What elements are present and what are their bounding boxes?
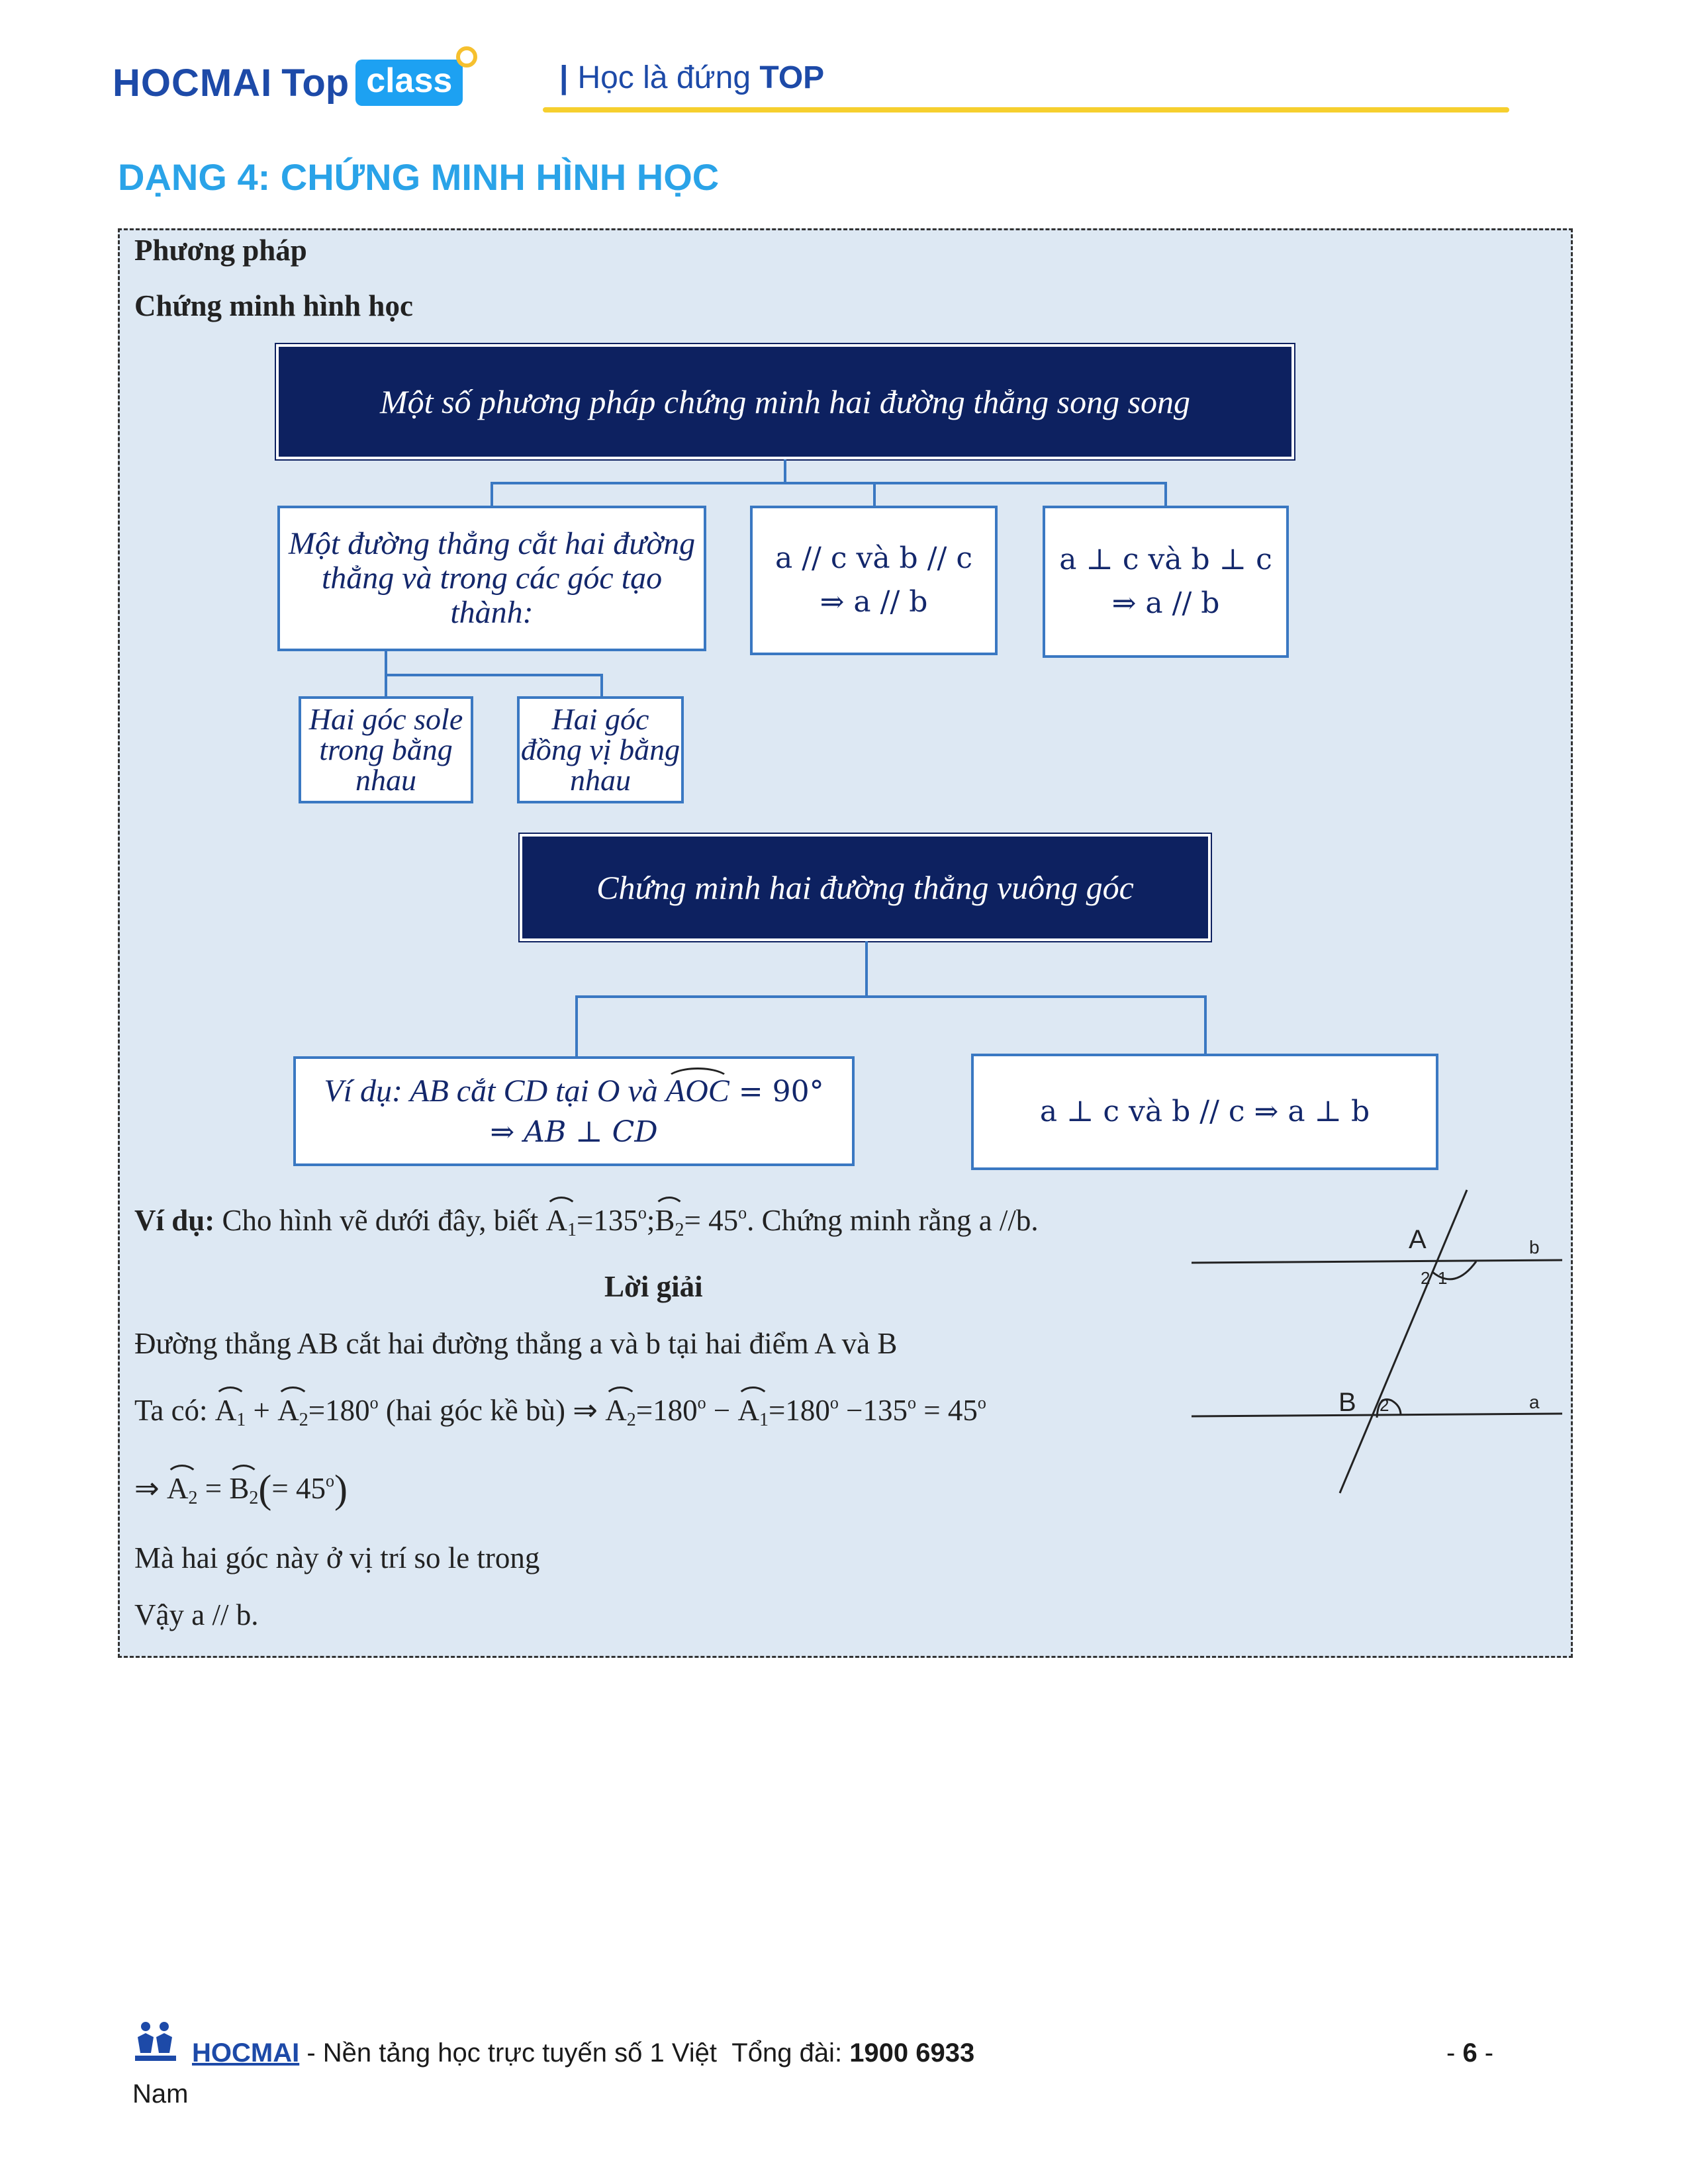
- corresponding-angles-box: Hai góc đồng vị bằng nhau: [517, 696, 684, 803]
- solution-line-1: Đường thẳng AB cắt hai đường thẳng a và b tại hai điểm A và B: [134, 1327, 898, 1360]
- logo-top: Top: [281, 61, 350, 105]
- line-b: [1192, 1260, 1562, 1263]
- perp-example-line1: Ví dụ: AB cắt CD tại O và AOC = 90°: [324, 1073, 824, 1109]
- branch3-line1: a ⊥ c và b ⊥ c: [1059, 543, 1272, 577]
- logo-class-text: class: [366, 62, 453, 100]
- branch2-line2: ⇒ a // b: [820, 585, 928, 619]
- parallel-branch-common-parallel: [750, 506, 998, 655]
- connector: [1204, 995, 1207, 1056]
- solution-line-5: Vậy a // b.: [134, 1598, 259, 1631]
- solution-line-2: Ta có: $A_1 + A_2=180^o$ (hai góc kề bù) ⇒ $A_2=180^o - A_1=180^o -135^o = 45^o$: [134, 1393, 986, 1430]
- method-subheading: Chứng minh hình học: [134, 289, 413, 322]
- footer-line-cont: Nam: [132, 2079, 189, 2109]
- connector: [575, 995, 578, 1056]
- logo-brand: HOCMAI: [113, 61, 273, 105]
- parallel-branch-common-perpendicular: [1043, 506, 1289, 658]
- header-rule: [543, 107, 1509, 113]
- transversal-ab: [1340, 1190, 1467, 1493]
- angle-aoc: AOC: [665, 1073, 729, 1109]
- sun-icon: [456, 46, 477, 68]
- angle-b2: $B_2$: [655, 1204, 684, 1240]
- angle-a1: $A_1$: [545, 1204, 577, 1240]
- connector: [600, 674, 603, 698]
- section-title: DẠNG 4: CHỨNG MINH HÌNH HỌC: [118, 156, 720, 198]
- header-tagline: | Học là đứng TOP: [559, 60, 825, 95]
- branch3-line2: ⇒ a // b: [1111, 586, 1220, 620]
- perp-example-line2: ⇒ AB ⊥ CD: [490, 1115, 658, 1150]
- hocmai-footer-icon: [132, 2019, 179, 2065]
- connector: [873, 482, 876, 506]
- connector: [1164, 482, 1167, 506]
- footer-hotline: 1900 6933: [849, 2038, 975, 2068]
- tagline-prefix: Học là đứng: [577, 60, 751, 95]
- connector: [385, 651, 387, 675]
- hocmai-topclass-logo: [113, 56, 463, 109]
- label-angle-a2: 2: [1421, 1268, 1430, 1288]
- alternate-interior-angles-box: Hai góc sole trong bằng nhau: [299, 696, 473, 803]
- label-line-a: a: [1529, 1392, 1540, 1412]
- connector: [784, 459, 786, 482]
- perpendicular-example-box: [293, 1056, 855, 1166]
- page-number: - 6 -: [1446, 2038, 1494, 2068]
- example-statement: Ví dụ: Cho hình vẽ dưới đây, biết $A_1=135^o;B_2= 45^o$. Chứng minh rằng a //b.: [134, 1203, 1039, 1240]
- connector: [491, 482, 1166, 484]
- connector: [385, 674, 603, 676]
- perpendicular-rule-box: a ⊥ c và b // c ⇒ a ⊥ b: [971, 1054, 1438, 1170]
- perpendicular-diagram-title: Chứng minh hai đường thẳng vuông góc: [520, 834, 1211, 941]
- solution-line-3: ⇒ $A_2 = B_2(= 45^o)$: [134, 1467, 348, 1511]
- label-point-b: B: [1338, 1388, 1356, 1417]
- example-label: Ví dụ:: [134, 1204, 215, 1237]
- connector: [865, 941, 868, 997]
- connector: [385, 674, 387, 698]
- solution-line-4: Mà hai góc này ở vị trí so le trong: [134, 1541, 540, 1574]
- label-point-a: A: [1409, 1225, 1427, 1254]
- connector: [491, 482, 493, 506]
- method-heading: Phương pháp: [134, 234, 307, 267]
- footer-brand-link[interactable]: HOCMAI: [192, 2038, 300, 2068]
- geometry-figure: [1192, 1185, 1575, 1502]
- tagline-highlight: TOP: [759, 60, 825, 95]
- label-line-b: b: [1529, 1237, 1540, 1257]
- parallel-branch-transversal: Một đường thẳng cắt hai đường thẳng và trong các góc tạo thành:: [277, 506, 706, 651]
- label-angle-a1: 1: [1438, 1268, 1448, 1288]
- connector: [575, 995, 1207, 998]
- solution-heading: Lời giải: [604, 1270, 703, 1303]
- logo-class-badge: [355, 60, 463, 106]
- label-angle-b2: 2: [1380, 1395, 1389, 1415]
- parallel-diagram-title: Một số phương pháp chứng minh hai đường thẳng song song: [276, 344, 1294, 459]
- branch2-line1: a // c và b // c: [775, 541, 972, 576]
- footer-line: HOCMAI - Nền tảng học trực tuyến số 1 Việt Tổng đài: 1900 6933: [192, 2038, 975, 2068]
